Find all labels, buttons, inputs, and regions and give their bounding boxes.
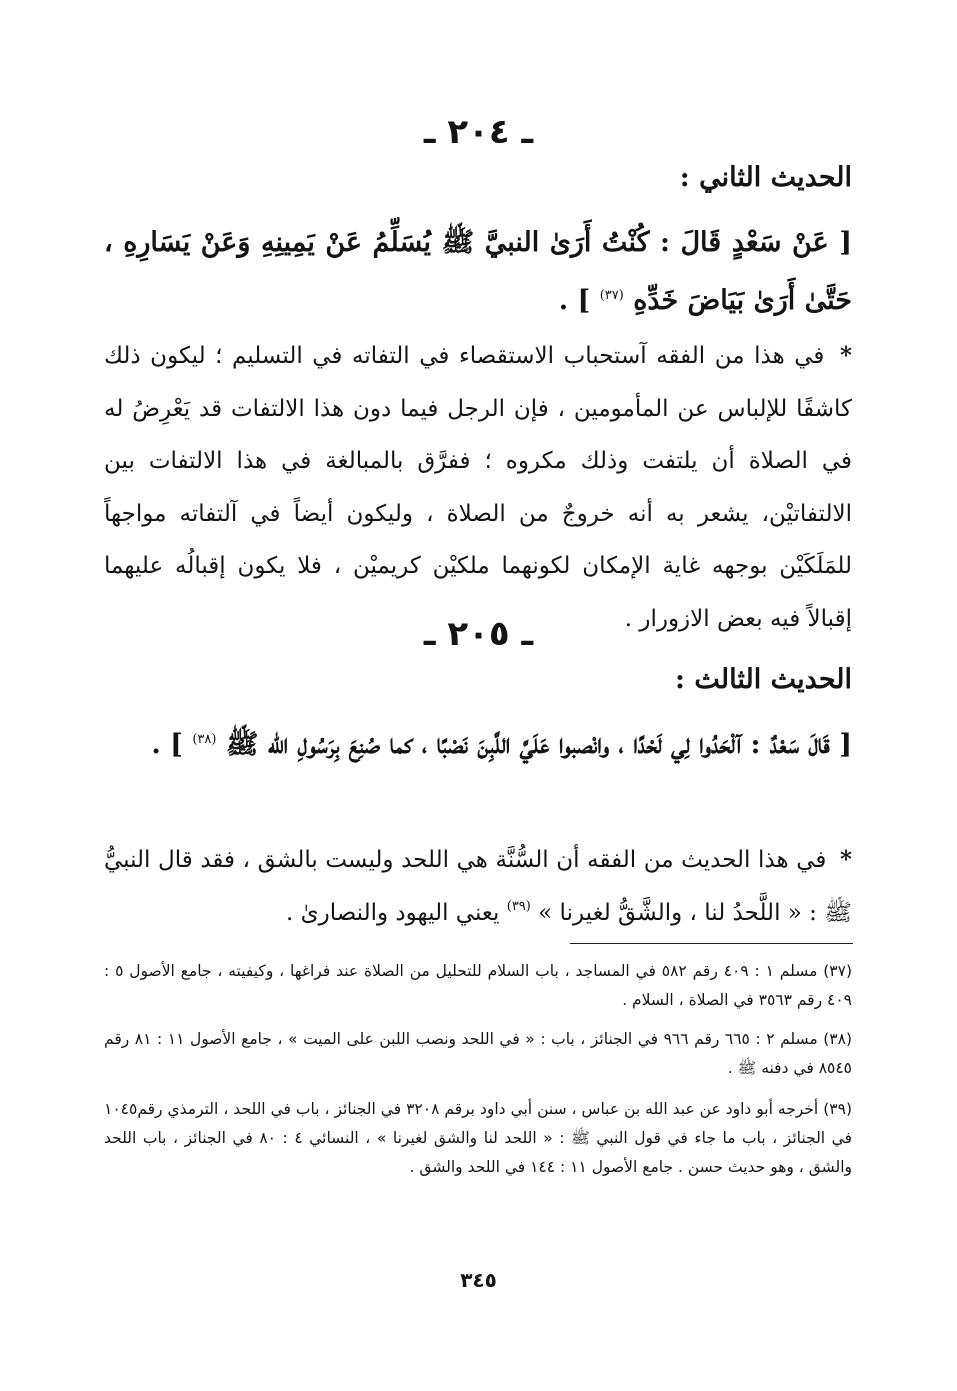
- hadith-text-204: [104, 214, 852, 330]
- footnote-39: (٣٩) أخرجه أبو داود عن عبد الله بن عباس ، سنن أبي داود برقم ٣٢٠٨ في الجنائز ، باب في اللحد ، الترمذي رقم١٠٤٥ في الجنائز ، باب ما جاء في قول النبي ﷺ : « اللحد لنا والشق لغيرنا » ، النسائي ٤ : ٨٠ في الجنائز ، باب اللحد والشق ، وهو حديث حسن . جامع الأصول ١١ : ١٤٤ في اللحد والشق .: [104, 1100, 852, 1176]
- hadith-text-205-body: [ قَالَ سَعْدٌ : آلْحَدُوا لِي لَحْدًا ، وانْصبوا عَلَيَّ اللَّبِنَ نَصْبًا ، كما صُنِعَ بِرَسُولِ الله ﷺ: [225, 729, 852, 760]
- page-number: ٣٤٥: [460, 1268, 497, 1292]
- footnote-ref-37: (٣٧): [599, 288, 624, 303]
- hadith-text-205: [104, 716, 852, 774]
- bullet-marker: *: [839, 342, 852, 369]
- commentary-205-text-2: يعني اليهود والنصارىٰ .: [285, 899, 500, 926]
- commentary-204-text: في هذا من الفقه آستحباب الاستقصاء في التفاته في التسليم ؛ ليكون ذلك كاشفًا للإلباس عن المأمومين ، فإن الرجل فيما دون هذا الالتفات قد يَعْرِضُ له في الصلاة أن يلتفت وذلك مكروه ؛ ففرَّق بالمبالغة في هذا الالتفات بين الالتفاتيْن، يشعر به أنه خروجٌ من الصلاة ، وليكون أيضاً في آلتفاته مواجهاً للمَلَكَيْن بوجهه غاية الإمكان لكونهما ملكيْن كريميْن ، فلا يكون إقبالُه عليهما إقبالاً فيه بعض الازورار .: [104, 343, 852, 632]
- footnote-ref-38: (٣٨): [192, 732, 217, 747]
- hadith-text-204-body: [ عَنْ سَعْدٍ قَالَ : كُنْتُ أَرَىٰ النبيَّ ﷺ يُسَلِّمُ عَنْ يَمِينِهِ وَعَنْ يَسَارِهِ ، حَتَّىٰ أَرَىٰ بَيَاضَ خَدِّهِ: [104, 227, 852, 316]
- footnote-38: (٣٨) مسلم ٢ : ٦٦٥ رقم ٩٦٦ في الجنائز ، باب : « في اللحد ونصب اللبن على الميت » ، جامع الأصول ١١ : ٨١ رقم ٨٥٤٥ في دفنه ﷺ .: [104, 1030, 852, 1077]
- commentary-205-text-1: في هذا الحديث من الفقه أن السُّنَّة هي اللحد وليست بالشق ، فقد قال النبيُّ ﷺ : « اللَّحدُ لنا ، والشَّقُّ لغيرنا »: [104, 847, 852, 926]
- hadith-number-204: ـ ٢٠٤ ـ: [423, 112, 534, 152]
- bullet-marker: *: [839, 846, 852, 873]
- commentary-204: [104, 330, 852, 645]
- hadith-text-205-end: ] .: [151, 729, 183, 760]
- footnote-separator: [570, 943, 853, 944]
- hadith-text-204-end: ] .: [558, 285, 591, 316]
- commentary-205: [104, 834, 852, 939]
- footnote-37: (٣٧) مسلم ١ : ٤٠٩ رقم ٥٨٢ في المساجد ، باب السلام للتحليل من الصلاة عند فراغها ، وكيفيته ، جامع الأصول ٥ : ٤٠٩ رقم ٣٥٦٣ في الصلاة ، السلام .: [104, 962, 852, 1009]
- hadith-heading-second: الحديث الثاني :: [679, 162, 852, 193]
- hadith-heading-third: الحديث الثالث :: [675, 664, 852, 695]
- footnote-ref-39: (٣٩): [506, 898, 531, 914]
- hadith-number-205: ـ ٢٠٥ ـ: [423, 614, 534, 654]
